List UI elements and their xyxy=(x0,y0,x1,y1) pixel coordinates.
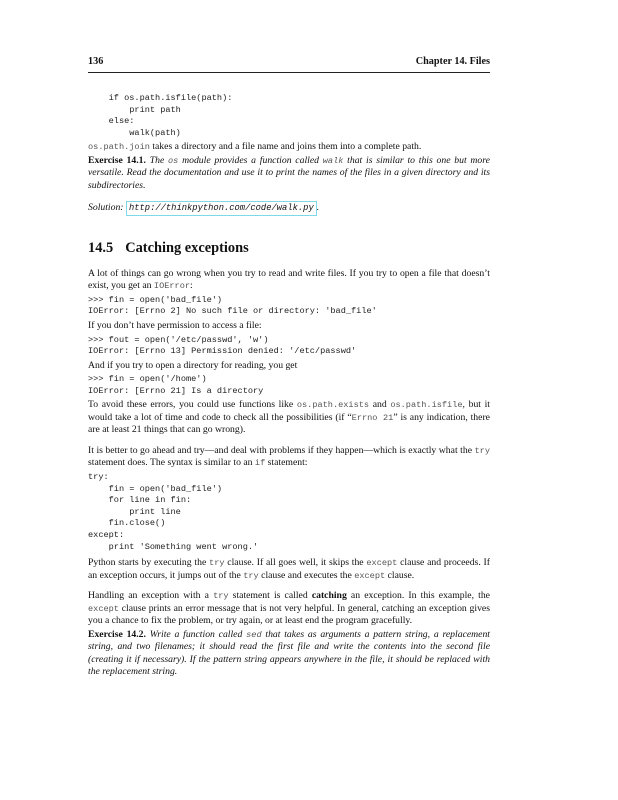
code-block-walk: if os.path.isfile(path): print path else: walk(path) xyxy=(108,93,233,138)
text: that takes as arguments a pattern string, a replacement string, and two filenames; it should read the first file and write the contents into the second file (creating it if necessary). If the pattern string appears anywhere in the file, it should be replaced with the replacement string. xyxy=(88,628,490,678)
text: , but it would take a lot of time and code to check all the possibilities (if “ xyxy=(88,399,490,423)
text: statement is called xyxy=(228,590,312,602)
text: Python starts by executing the xyxy=(88,557,210,569)
code-block-try-except: try: fin = open('bad_file') for line in fin: print line fin.close() except: print 'Something went wrong.' xyxy=(88,471,259,552)
inline-code: try xyxy=(213,591,229,602)
paragraph-avoid-errors xyxy=(88,399,490,437)
paragraph-catching xyxy=(88,590,490,628)
inline-code: IOError xyxy=(153,281,191,292)
text: . xyxy=(316,202,320,214)
text: Write a function called xyxy=(145,628,247,640)
inline-code: os xyxy=(168,155,179,166)
inline-code: os.path.exists xyxy=(296,400,370,411)
exercise-14-1 xyxy=(88,155,490,193)
chapter-title: Chapter 14. Files xyxy=(415,56,490,67)
text: ” is any indication, there are at least 21 things that can go wrong). xyxy=(88,411,490,436)
page-number: 136 xyxy=(88,56,104,67)
paragraph-path-join xyxy=(88,141,490,154)
code-block-home: >>> fin = open('/home') IOError: [Errno 21] Is a directory xyxy=(88,374,264,396)
bold-term: catching xyxy=(311,590,347,602)
page-header xyxy=(88,56,490,73)
paragraph-permission: If you don’t have permission to access a file: xyxy=(88,320,262,332)
inline-code: if xyxy=(254,458,266,469)
text: statement does. The syntax is similar to an xyxy=(88,457,255,469)
inline-code: except xyxy=(354,570,386,581)
inline-code: os.path.isfile xyxy=(390,400,463,411)
text: takes a directory and a file name and joins them into a complete path. xyxy=(149,141,422,153)
text: Handling an exception with a xyxy=(88,590,214,602)
text: clause and proceeds. If an exception occurs, it jumps out of the xyxy=(88,557,490,581)
text: statement: xyxy=(265,457,308,469)
inline-code: try xyxy=(209,558,225,569)
text: and xyxy=(369,399,391,411)
inline-code: try xyxy=(474,445,490,456)
book-page xyxy=(88,56,490,679)
text: To avoid these errors, you could use functions like xyxy=(88,399,297,411)
inline-code: walk xyxy=(322,155,344,166)
exercise-14-2 xyxy=(88,629,490,679)
exercise-label: Exercise 14.1. xyxy=(88,154,146,166)
text: an exception. In this example, the xyxy=(346,590,490,602)
section-number: 14.5 xyxy=(88,239,114,256)
text: clause prints an error message that is not very helpful. In general, catching an exception gives you a chance to fix the problem, or try again, or at least end the program gracefully. xyxy=(88,602,490,627)
inline-code: except xyxy=(88,603,119,614)
text: clause. xyxy=(385,569,415,581)
paragraph-directory: And if you try to open a directory for reading, you get xyxy=(88,359,298,371)
text: A lot of things can go wrong when you try to read and write files. If you try to open a file that doesn’t exist, you get an xyxy=(88,267,490,292)
solution-link[interactable]: http://thinkpython.com/code/walk.py xyxy=(126,201,317,216)
solution-line xyxy=(88,201,490,216)
text: The xyxy=(145,154,169,166)
paragraph-python-starts xyxy=(88,557,490,582)
text: : xyxy=(190,280,193,292)
inline-code: os.path.join xyxy=(88,142,150,153)
solution-label: Solution: xyxy=(88,202,126,214)
exercise-label: Exercise 14.2. xyxy=(88,628,146,640)
code-block-bad-file: >>> fin = open('bad_file') IOError: [Errno 2] No such file or directory: 'bad_file' xyxy=(88,294,377,317)
inline-code: try xyxy=(243,570,259,581)
paragraph-try xyxy=(88,445,490,470)
inline-code: except xyxy=(366,558,398,569)
inline-code: sed xyxy=(246,629,262,640)
text: clause. If all goes well, it skips the xyxy=(224,557,367,569)
inline-code: Errno 21 xyxy=(351,412,394,423)
text: that is similar to this one but more versatile. Read the documentation and use it to print the names of the files in a given directory and its subdirectories. xyxy=(88,154,490,191)
text: It is better to go ahead and try—and deal with problems if they happen—which is exactly what the xyxy=(88,444,475,456)
section-title: Catching exceptions xyxy=(125,239,249,256)
text: module provides a function called xyxy=(178,154,323,166)
text: clause and executes the xyxy=(258,569,355,581)
paragraph-ioerror xyxy=(88,268,490,293)
section-heading xyxy=(88,240,490,257)
code-block-passwd: >>> fout = open('/etc/passwd', 'w') IOError: [Errno 13] Permission denied: '/etc/passwd' xyxy=(88,334,357,357)
